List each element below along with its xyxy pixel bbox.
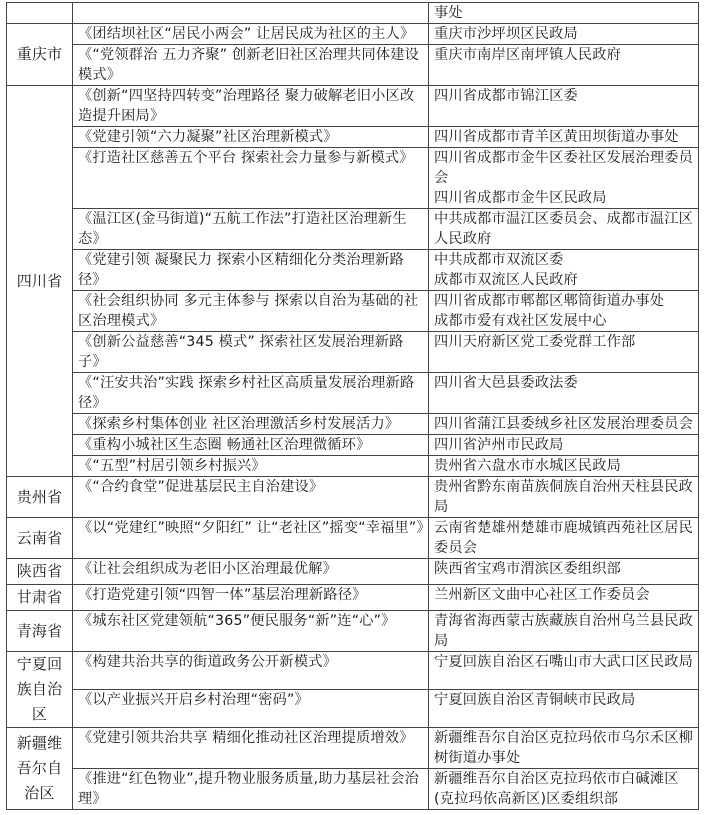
agency-cell: 新疆维吾尔自治区克拉玛依市乌尔禾区柳树街道办事处 (429, 728, 699, 769)
agency-cell: 四川省成都市郫都区郫筒街道办事处 成都市爱有戏社区发展中心 (429, 291, 699, 332)
table-row (7, 148, 699, 209)
case-title-cell: 《温江区(金马街道)“五航工作法”打造社区治理新生态》 (73, 209, 429, 250)
table-row (7, 45, 699, 86)
case-title-cell: 《推进“红色物业”,提升物业服务质量,助力基层社会治理》 (73, 769, 429, 810)
table-row (7, 559, 699, 585)
case-title-cell: 《以产业振兴开启乡村治理“密码”》 (73, 690, 429, 728)
case-table (6, 2, 699, 810)
agency-cell: 四川省成都市金牛区委社区发展治理委员会 四川省成都市金牛区民政局 (429, 148, 699, 209)
table-row (7, 291, 699, 332)
table-row (7, 3, 699, 24)
agency-cell: 四川省大邑县委政法委 (429, 373, 699, 414)
case-title-cell: 《打造社区慈善五个平台 探索社会力量参与新模式》 (73, 148, 429, 209)
agency-cell: 贵州省黔东南苗族侗族自治州天柱县民政局 (429, 477, 699, 518)
region-cell: 新疆维吾尔自治区 (7, 728, 73, 810)
agency-cell: 四川天府新区党工委党群工作部 (429, 332, 699, 373)
table-row (7, 585, 699, 611)
agency-cell: 兰州新区文曲中心社区工作委员会 (429, 585, 699, 611)
case-title-cell: 《社会组织协同 多元主体参与 探索以自治为基础的社区治理模式》 (73, 291, 429, 332)
agency-cell: 陕西省宝鸡市渭滨区委组织部 (429, 559, 699, 585)
table-row (7, 24, 699, 45)
case-title-cell: 《创新公益慈善“345 模式” 探索社区发展治理新路子》 (73, 332, 429, 373)
region-cell: 宁夏回族自治区 (7, 652, 73, 728)
case-title-cell: 《探索乡村集体创业 社区治理激活乡村发展活力》 (73, 414, 429, 435)
table-row (7, 86, 699, 127)
case-title-cell (73, 3, 429, 24)
agency-cell: 中共成都市双流区委 成都市双流区人民政府 (429, 250, 699, 291)
case-title-cell: 《“党领群治 五力齐聚” 创新老旧社区治理共同体建设模式》 (73, 45, 429, 86)
agency-cell: 重庆市南岸区南坪镇人民政府 (429, 45, 699, 86)
region-cell (7, 3, 73, 24)
agency-cell: 中共成都市温江区委员会、成都市温江区人民政府 (429, 209, 699, 250)
table-row (7, 477, 699, 518)
table-row (7, 373, 699, 414)
table-row (7, 652, 699, 690)
case-table-body (7, 3, 699, 810)
agency-cell: 四川省蒲江县委绒乡社区发展治理委员会 (429, 414, 699, 435)
agency-cell: 四川省泸州市民政局 (429, 435, 699, 456)
table-row (7, 690, 699, 728)
table-row (7, 456, 699, 477)
case-title-cell: 《党建引领共治共享 精细化推动社区治理提质增效》 (73, 728, 429, 769)
case-title-cell: 《党建引领“六力凝聚”社区治理新模式》 (73, 127, 429, 148)
agency-cell: 贵州省六盘水市水城区民政局 (429, 456, 699, 477)
table-row (7, 769, 699, 810)
agency-cell: 新疆维吾尔自治区克拉玛依市白碱滩区(克拉玛依高新区)区委组织部 (429, 769, 699, 810)
case-title-cell: 《党建引领 凝聚民力 探索小区精细化分类治理新路径》 (73, 250, 429, 291)
agency-cell: 四川省成都市青羊区黄田坝街道办事处 (429, 127, 699, 148)
region-cell: 云南省 (7, 518, 73, 559)
table-row (7, 414, 699, 435)
case-title-cell: 《创新“四坚持四转变”治理路径 聚力破解老旧小区改造提升困局》 (73, 86, 429, 127)
agency-cell: 重庆市沙坪坝区民政局 (429, 24, 699, 45)
case-title-cell: 《重构小城社区生态圈 畅通社区治理微循环》 (73, 435, 429, 456)
table-row (7, 209, 699, 250)
region-cell: 青海省 (7, 611, 73, 652)
table-row (7, 435, 699, 456)
table-row (7, 332, 699, 373)
table-row (7, 611, 699, 652)
case-title-cell: 《打造党建引领“四智一体”基层治理新路径》 (73, 585, 429, 611)
case-title-cell: 《构建共治共享的街道政务公开新模式》 (73, 652, 429, 690)
case-title-cell: 《“合约食堂”促进基层民主自治建设》 (73, 477, 429, 518)
agency-cell: 四川省成都市锦江区委 (429, 86, 699, 127)
agency-cell: 宁夏回族自治区青铜峡市民政局 (429, 690, 699, 728)
region-cell: 甘肃省 (7, 585, 73, 611)
region-cell: 重庆市 (7, 24, 73, 86)
table-row (7, 518, 699, 559)
table-row (7, 250, 699, 291)
agency-cell: 云南省楚雄州楚雄市鹿城镇西苑社区居民委员会 (429, 518, 699, 559)
case-title-cell: 《“汪安共治”实践 探索乡村社区高质量发展治理新路径》 (73, 373, 429, 414)
case-title-cell: 《以“党建红”映照“夕阳红” 让“老社区”摇变“幸福里”》 (73, 518, 429, 559)
agency-cell: 事处 (429, 3, 699, 24)
case-title-cell: 《让社会组织成为老旧小区治理最优解》 (73, 559, 429, 585)
case-title-cell: 《“五型”村居引领乡村振兴》 (73, 456, 429, 477)
table-row (7, 728, 699, 769)
table-row (7, 127, 699, 148)
case-title-cell: 《城东社区党建领航“365”便民服务“新”连“心”》 (73, 611, 429, 652)
agency-cell: 宁夏回族自治区石嘴山市大武口区民政局 (429, 652, 699, 690)
region-cell: 四川省 (7, 86, 73, 477)
region-cell: 贵州省 (7, 477, 73, 518)
region-cell: 陕西省 (7, 559, 73, 585)
agency-cell: 青海省海西蒙古族藏族自治州乌兰县民政局 (429, 611, 699, 652)
case-title-cell: 《团结坝社区“居民小两会” 让居民成为社区的主人》 (73, 24, 429, 45)
